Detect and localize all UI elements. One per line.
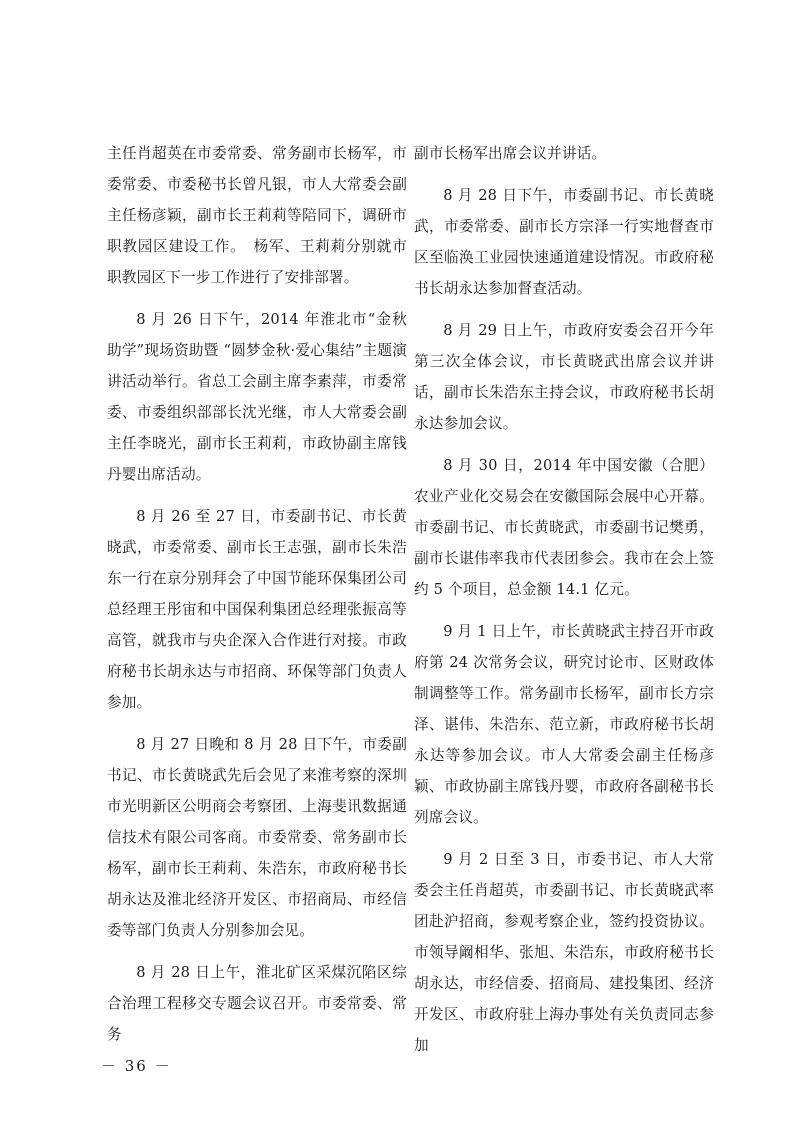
paragraph: 8 月 28 日上午，淮北矿区采煤沉陷区综合治理工程移交专题会议召开。市委常委、常务 bbox=[107, 964, 407, 1043]
paragraph: 8 月 29 日上午，市政府安委会召开今年第三次全体会议，市长黄晓武出席会议并讲话，副市长朱浩东主持会议，市政府秘书长胡永达参加会议。 bbox=[414, 322, 714, 432]
paragraph: 8 月 27 日晚和 8 月 28 日下午，市委副书记、市长黄晓武先后会见了来淮考察的深圳市光明新区公明商会考察团、上海斐讯数据通信技术有限公司客商。市委常委、常务副市长杨军，副市长王莉莉、朱浩东，市政府秘书长胡永达及淮北经济开发区、市招商局、市经信委等部门负责人分别参加会见。 bbox=[107, 736, 407, 939]
paragraph: 9 月 2 日至 3 日，市委书记、市人大常委会主任肖超英，市委副书记、市长黄晓武率团赴沪招商，参观考察企业，签约投资协议。市领导阚相华、张旭、朱浩东，市政府秘书长胡永达，市经信委、招商局、建投集团、经济开发区、市政府驻上海办事处有关负责同志参加 bbox=[414, 851, 714, 1054]
page-number: － 36 － bbox=[101, 1057, 172, 1075]
paragraph: 8 月 28 日下午，市委副书记、市长黄晓武，市委常委、副市长方宗泽一行实地督查市区至临涣工业园快速通道建设情况。市政府秘书长胡永达参加督查活动。 bbox=[414, 187, 714, 297]
paragraph: 9 月 1 日上午，市长黄晓武主持召开市政府第 24 次常务会议，研究讨论市、区财政体制调整等工作。常务副市长杨军，副市长方宗泽、谌伟、朱浩东、范立新，市政府秘书长胡永达等参加会议。市人大常委会副主任杨彦颖、市政协副主席钱丹婴，市政府各副秘书长列席会议。 bbox=[414, 623, 714, 826]
paragraph: 8 月 30 日，2014 年中国安徽（合肥）农业产业化交易会在安徽国际会展中心开幕。市委副书记、市长黄晓武，市委副书记樊勇，副市长谌伟率我市代表团参会。我市在会上签约 5 个项目，总金额 14.1 亿元。 bbox=[414, 457, 714, 598]
paragraph: 主任肖超英在市委常委、常务副市长杨军，市委常委、市委秘书长曾凡银，市人大常委会副主任杨彦颖，副市长王莉莉等陪同下，调研市职教园区建设工作。 杨军、王莉莉分别就市职教园区下一步工作进行了安排部署。 bbox=[107, 145, 407, 286]
paragraph: 8 月 26 至 27 日，市委副书记、市长黄晓武，市委常委、副市长王志强，副市长朱浩东一行在京分别拜会了中国节能环保集团公司总经理王彤宙和中国保利集团总经理张振高等高管，就我市与央企深入合作进行对接。市政府秘书长胡永达与市招商、环保等部门负责人参加。 bbox=[107, 508, 407, 711]
right-column bbox=[414, 138, 714, 1072]
paragraph: 副市长杨军出席会议并讲话。 bbox=[414, 145, 607, 162]
paragraph: 8 月 26 日下午，2014 年淮北市“金秋助学”现场资助暨 “圆梦金秋·爱心集结”主题演讲活动举行。省总工会副主席李素萍，市委常委、市委组织部部长沈光继，市人大常委会副主任李晓光，副市长王莉莉，市政协副主席钱丹婴出席活动。 bbox=[107, 311, 407, 483]
left-column bbox=[107, 138, 407, 1061]
